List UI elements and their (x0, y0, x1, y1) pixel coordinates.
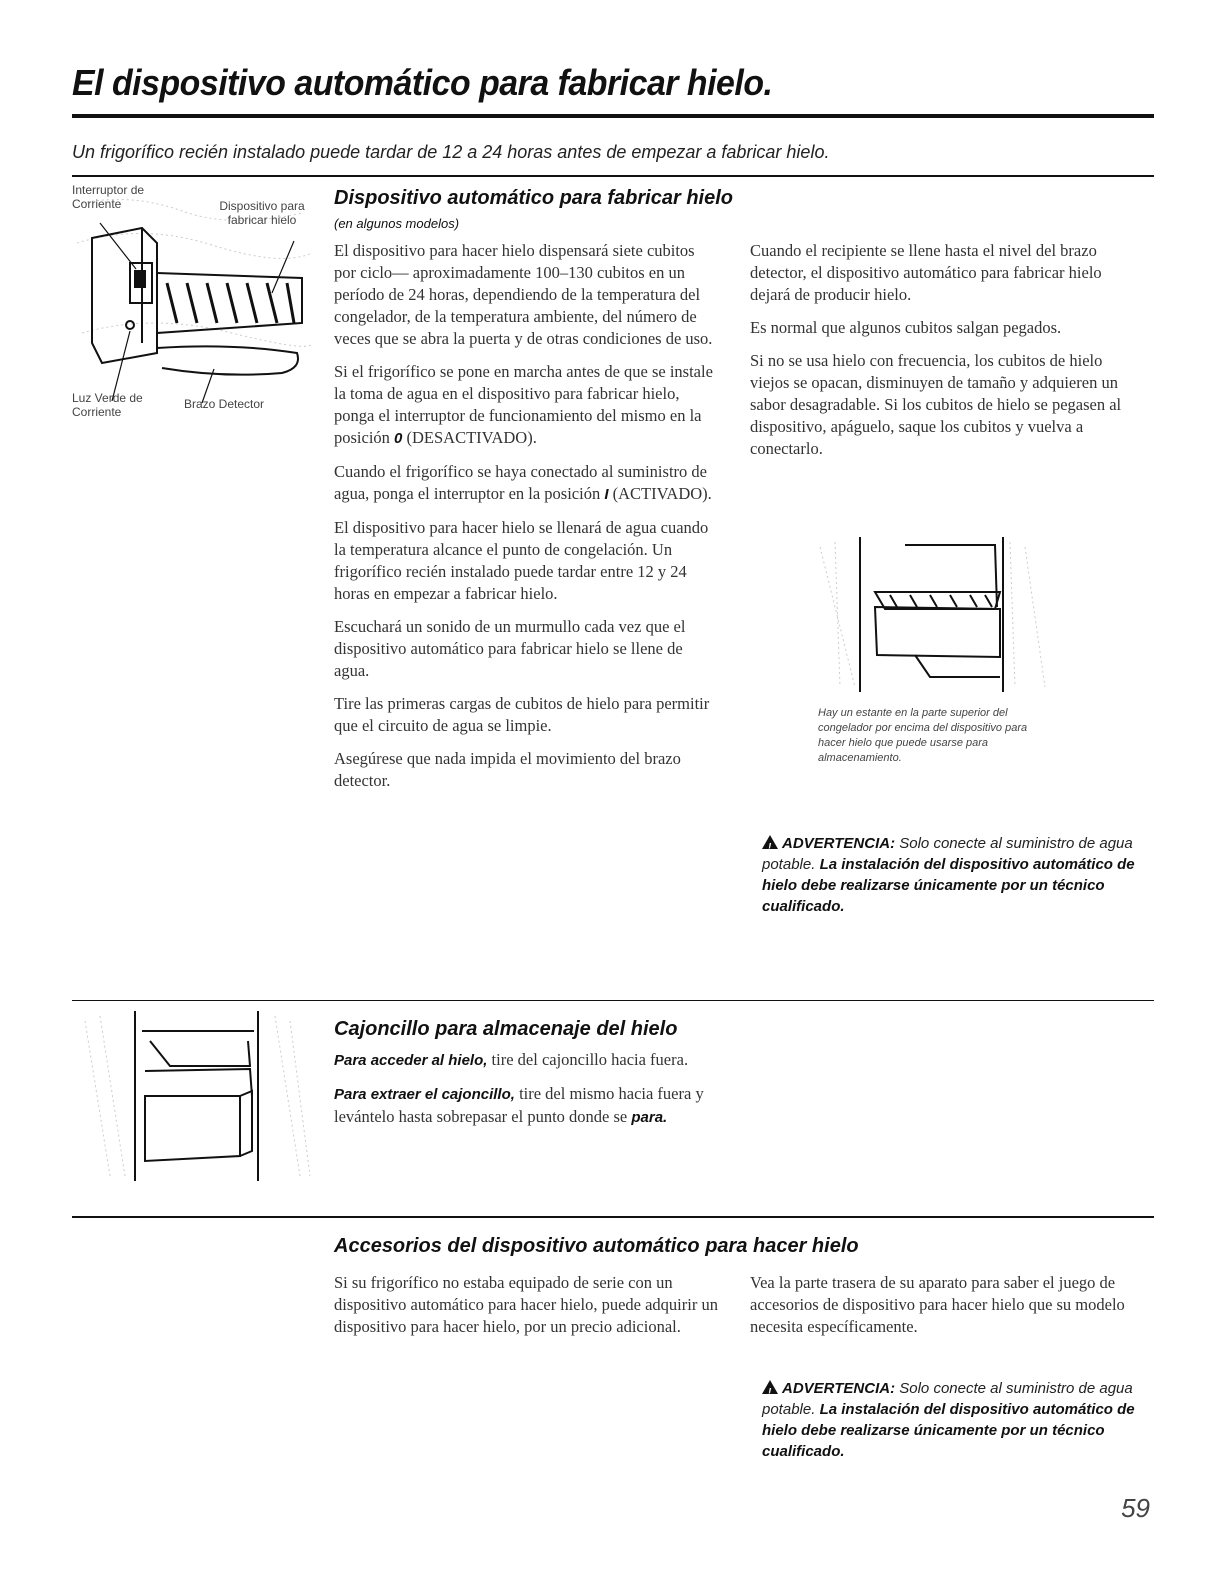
section3-left-text (334, 1272, 724, 1349)
warning-label: ADVERTENCIA: (782, 1380, 896, 1397)
label-icemaker: Dispositivo para fabricar hielo (219, 199, 305, 227)
s1-p3-text: Cuando el frigorífico se haya conectado al suministro de agua, ponga el interruptor en la posición (334, 462, 707, 503)
subtitle-rule (72, 175, 1154, 177)
s2-p2 (334, 1083, 724, 1129)
on-text: (ACTIVADO). (612, 484, 712, 503)
warning-icon (762, 1380, 778, 1394)
warning-text: Solo conecte al suministro de agua potable. (762, 835, 1133, 873)
section1-title-text: Dispositivo automático para fabricar hielo (334, 187, 733, 209)
s2-p1 (334, 1049, 724, 1072)
section1-left-column (334, 240, 719, 803)
label-arm: Brazo Detector (184, 397, 265, 411)
s2-p2-text: tire del mismo hacia fuera y levántelo hasta sobrepasar el punto donde se (334, 1084, 704, 1126)
s3-p2: Vea la parte trasera de su aparato para saber el juego de accesorios de dispositivo para hacer hielo que su modelo necesita específicamente. (750, 1273, 1125, 1336)
section2-title: Cajoncillo para almacenaje del hielo (334, 1018, 678, 1040)
section2-rule (72, 1000, 1154, 1001)
shelf-illustration (815, 537, 1050, 692)
s2-p2-lead: Para extraer el cajoncillo, (334, 1086, 515, 1103)
off-text: (DESACTIVADO). (406, 428, 537, 447)
off-symbol: 0 (394, 430, 403, 447)
warning-bold: La instalación del dispositivo automático de hielo debe realizarse únicamente por un técnico cualificado. (762, 1401, 1135, 1460)
s1-p2 (334, 361, 719, 450)
s3-p1: Si su frigorífico no estaba equipado de serie con un dispositivo automático para hacer hielo, puede adquirir un dispositivo para hacer hielo, por un precio adicional. (334, 1273, 718, 1336)
drawer-drawing (80, 1011, 315, 1181)
section3-right-text (750, 1272, 1140, 1349)
warning-icon (762, 835, 778, 849)
s1-p6: Tire las primeras cargas de cubitos de hielo para permitir que el circuito de agua se limpie. (334, 694, 710, 735)
s1-p4: El dispositivo para hacer hielo se llenará de agua cuando la temperatura alcance el punto de congelación. Un frigorífico recién instalado puede tardar entre 12 y 24 horas en empezar a fabricar hielo. (334, 518, 709, 603)
label-switch: Interruptor de Corriente (72, 183, 145, 211)
s1-p5: Escuchará un sonido de un murmullo cada vez que el dispositivo automático para fabricar hielo se llene de agua. (334, 617, 686, 680)
icemaker-illustration (72, 183, 317, 418)
shelf-caption: Hay un estante en la parte superior del congelador por encima del dispositivo para hacer hielo que puede usarse para almacenamiento. (818, 707, 1028, 764)
s2-p1-lead: Para acceder al hielo, (334, 1052, 488, 1069)
section3-rule (72, 1216, 1154, 1218)
page-title: El dispositivo automático para fabricar hielo. (72, 62, 773, 103)
section1-title (334, 186, 734, 236)
section1-right-column (750, 240, 1140, 471)
warning-text: Solo conecte al suministro de agua potable. (762, 1380, 1133, 1418)
label-green-light: Luz Verde de Corriente (72, 391, 143, 419)
section1-title-note: (en algunos modelos) (334, 216, 460, 231)
s1-r3: Si no se usa hielo con frecuencia, los cubitos de hielo viejos se opacan, disminuyen de tamaño y adquieren un sabor desagradable. Si los cubitos de hielo se pegasen al dispositivo, apáguelo, saque los cubitos y vuelva a conectarlo. (750, 351, 1122, 458)
on-symbol: I (604, 486, 609, 503)
section3-warning (762, 1378, 1147, 1462)
s1-p7: Asegúrese que nada impida el movimiento del brazo detector. (334, 749, 681, 790)
s1-p3 (334, 461, 719, 506)
warning-label: ADVERTENCIA: (782, 835, 896, 852)
s1-p1: El dispositivo para hacer hielo dispensará siete cubitos por ciclo— aproximadamente 100–130 cubitos en un período de 24 horas, dependiendo de la temperatura del congelador, de la temperatura ambiente, del número de veces que se abra la puerta y de otras condiciones de uso. (334, 241, 713, 348)
title-rule (72, 114, 1154, 118)
section2-text (334, 1049, 724, 1140)
page-number: 59 (1121, 1493, 1150, 1523)
warning-bold: La instalación del dispositivo automático de hielo debe realizarse únicamente por un técnico cualificado. (762, 856, 1135, 915)
page-subtitle: Un frigorífico recién instalado puede tardar de 12 a 24 horas antes de empezar a fabricar hielo. (72, 142, 830, 162)
s1-p2-text: Si el frigorífico se pone en marcha antes de que se instale la toma de agua en el dispositivo para fabricar hielo, ponga el interruptor de funcionamiento del mismo en la posición (334, 362, 713, 447)
section1-warning (762, 833, 1147, 917)
shelf-drawing (815, 537, 1050, 692)
s2-p1-text: tire del cajoncillo hacia fuera. (491, 1050, 689, 1069)
s1-r2: Es normal que algunos cubitos salgan pegados. (750, 318, 1062, 337)
s1-r1: Cuando el recipiente se llene hasta el nivel del brazo detector, el dispositivo automático para fabricar hielo dejará de producir hielo. (750, 241, 1102, 304)
drawer-illustration (80, 1011, 315, 1181)
s2-p2-end: para. (631, 1109, 668, 1126)
section3-title: Accesorios del dispositivo automático para hacer hielo (334, 1235, 859, 1257)
